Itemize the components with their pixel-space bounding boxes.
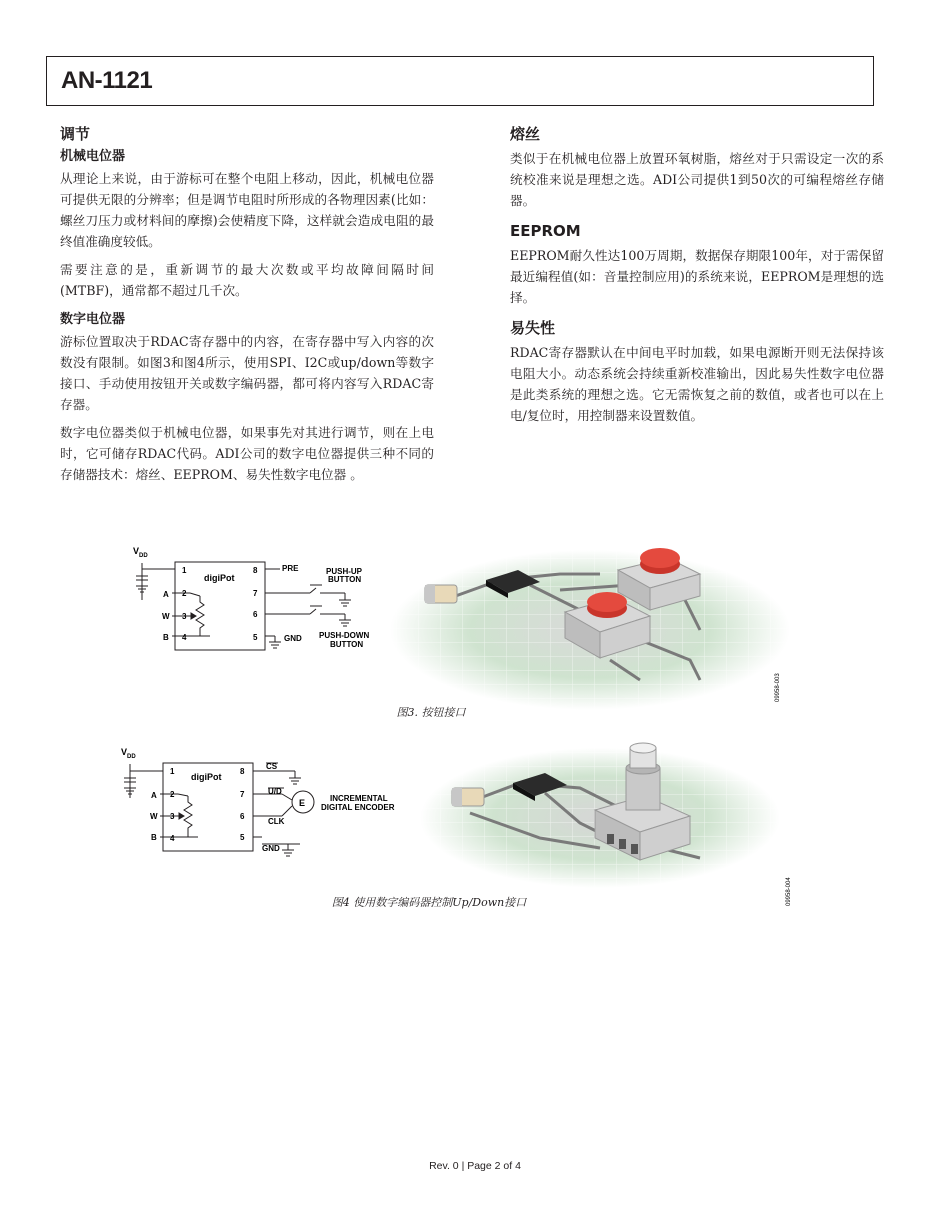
header-box <box>46 56 874 106</box>
paragraph-mechanical-2: 需要注意的是，重新调节的最大次数或平均故障间隔时间(MTBF)，通常都不超过几千次。 <box>60 262 434 298</box>
figure-3 <box>0 530 950 730</box>
fig4-encoder-label-2: DIGITAL ENCODER <box>321 803 395 812</box>
fig4-vdd: V <box>121 747 128 757</box>
heading-digital-pot: 数字电位器 <box>60 312 126 327</box>
fig3-illustration <box>390 548 790 710</box>
heading-volatile: 易失性 <box>510 319 556 337</box>
figure-4-caption: 图4 使用数字编码器控制Up/Down接口 <box>331 896 527 909</box>
paragraph-eeprom: EEPROM耐久性达100万周期，数据保存期限100年，对于需保留最近编程值(如：音量控制应用)的系统来说，EEPROM是理想的选择。 <box>510 248 884 305</box>
fig4-clk: CLK <box>268 817 285 826</box>
section-title-adjustment: 调节 <box>60 125 91 143</box>
fig4-pin2: 2 <box>170 790 175 799</box>
figure-4-svg <box>0 738 950 908</box>
fig4-pin3: 3 <box>170 812 175 821</box>
fig3-gnd: GND <box>284 634 302 643</box>
fig4-capacitor <box>452 788 484 806</box>
paragraph-mechanical-1: 从理论上来说，由于游标可在整个电阻上移动，因此，机械电位器可提供无限的分辨率；但是调节电阻时所形成的各物理因素(比如：螺丝刀压力或材料间的摩擦)会使精度下降，这样就会造成电阻的最终值准确度较低。 <box>60 171 434 249</box>
right-column <box>510 124 884 433</box>
fig4-ud: U/D <box>268 787 282 796</box>
paragraph-digital-2: 数字电位器类似于机械电位器，如果事先对其进行调节，则在上电时，它可储存RDAC代码。ADI公司的数字电位器提供三种不同的存储器技术：熔丝、EEPROM、易失性数字电位器 。 <box>60 425 434 482</box>
fig3-chip-label: digiPot <box>204 573 235 583</box>
figure-3-svg <box>0 530 950 710</box>
fig3-capacitor <box>425 585 457 603</box>
fig4-pin8: 8 <box>240 767 245 776</box>
fig4-vdd-sub: DD <box>127 754 136 760</box>
fig3-pin5: 5 <box>253 633 258 642</box>
fig4-code: 09958-004 <box>786 877 792 906</box>
fig4-gnd: GND <box>262 844 280 853</box>
document-id: AN-1121 <box>61 67 153 94</box>
fig3-pushdown-1: PUSH-DOWN <box>319 631 370 640</box>
paragraph-fuse: 类似于在机械电位器上放置环氧树脂，熔丝对于只需设定一次的系统校准来说是理想之选。ADI公司提供1到50次的可编程熔丝存储器。 <box>510 151 884 208</box>
fig4-pin7: 7 <box>240 790 245 799</box>
fig4-pin1: 1 <box>170 767 175 776</box>
fig3-pushup-1: PUSH-UP <box>326 567 363 576</box>
fig3-label-a: A <box>163 590 169 599</box>
fig3-vdd-sub: DD <box>139 553 148 559</box>
fig4-cs: CS <box>266 762 278 771</box>
fig4-encoder-letter: E <box>299 798 306 808</box>
fig3-pin1: 1 <box>182 566 187 575</box>
fig4-label-w: W <box>150 812 158 821</box>
fig4-chip-label: digiPot <box>191 772 222 782</box>
fig3-pre: PRE <box>282 564 299 573</box>
paragraph-digital-1: 游标位置取决于RDAC寄存器中的内容，在寄存器中写入内容的次数没有限制。如图3和图4所示，使用SPI、I2C或up/down等数字接口、手动使用按钮开关或数字编码器，都可将内容写入RDAC寄存器。 <box>60 334 434 412</box>
fig4-pin4: 4 <box>170 834 175 843</box>
fig3-pin4: 4 <box>182 633 187 642</box>
figure-3-caption: 图3. 按钮接口 <box>396 706 466 719</box>
fig4-encoder-label-1: INCREMENTAL <box>330 794 388 803</box>
heading-fuse: 熔丝 <box>510 125 541 143</box>
fig3-pushup-2: BUTTON <box>328 575 362 584</box>
fig4-label-a: A <box>151 791 157 800</box>
figure-4 <box>0 738 950 918</box>
fig3-vdd: V <box>133 546 140 556</box>
fig4-illustration <box>420 743 780 888</box>
fig4-pin5: 5 <box>240 833 245 842</box>
fig3-code: 09958-003 <box>775 673 781 702</box>
fig3-pin8: 8 <box>253 566 258 575</box>
fig4-label-b: B <box>151 833 157 842</box>
fig4-pin6: 6 <box>240 812 245 821</box>
fig3-label-b: B <box>163 633 169 642</box>
left-column <box>60 124 434 492</box>
heading-mechanical-pot: 机械电位器 <box>60 149 126 164</box>
fig3-label-w: W <box>162 612 170 621</box>
heading-eeprom: EEPROM <box>510 222 581 240</box>
fig3-pin2: 2 <box>182 589 187 598</box>
fig3-pin3: 3 <box>182 612 187 621</box>
fig3-pin6: 6 <box>253 610 258 619</box>
page-footer: Rev. 0 | Page 2 of 4 <box>429 1160 521 1172</box>
fig3-pin7: 7 <box>253 589 258 598</box>
paragraph-volatile: RDAC寄存器默认在中间电平时加载，如果电源断开则无法保持该电阻大小。动态系统会持续重新校准输出，因此易失性数字电位器是此类系统的理想之选。它无需恢复之前的数值，或者也可以在上电/复位时，用控制器来设置数值。 <box>510 345 884 423</box>
fig3-pushdown-2: BUTTON <box>330 640 364 649</box>
